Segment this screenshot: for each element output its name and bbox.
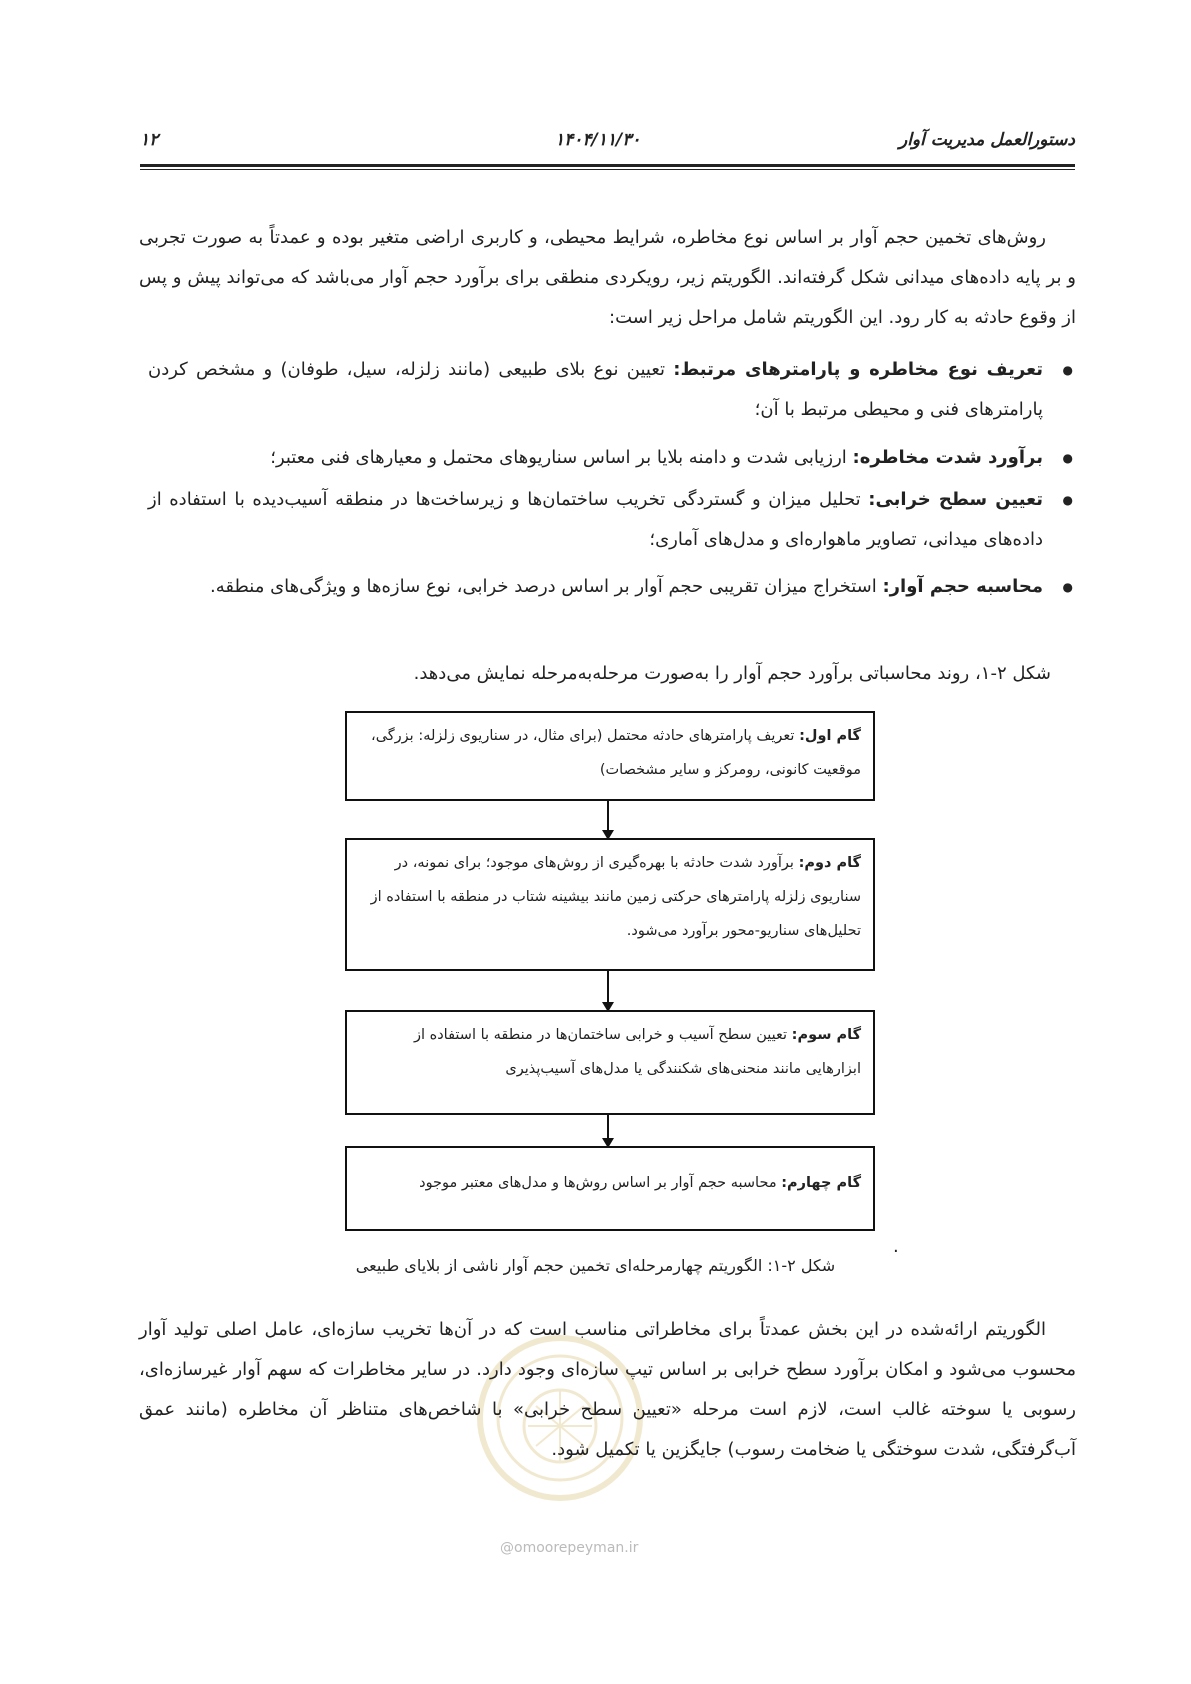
header-date: ۱۴۰۴/۱۱/۳۰	[555, 130, 641, 150]
bullet-text: تعیین نوع بلای طبیعی (مانند زلزله، سیل، طوفان) و مشخص کردن پارامترهای فنی و محیطی مرتبط با آن؛	[148, 359, 1043, 420]
step-text: تعیین سطح آسیب و خرابی ساختمان‌ها در منطقه با استفاده از ابزارهایی مانند منحنی‌های شکنندگی یا مدل‌های آسیب‌پذیری	[413, 1027, 861, 1077]
flow-arrow	[607, 971, 609, 1010]
step-label: گام دوم:	[798, 855, 861, 871]
intro-paragraph: روش‌های تخمین حجم آوار بر اساس نوع مخاطره، شرایط محیطی، و کاربری اراضی متغیر بوده و عمدتاً به صورت تجربی و بر پایه داده‌های میدانی شکل گرفته‌اند. الگوریتم زیر، رویکردی منطقی برای برآورد حجم آوار می‌باشد که می‌تواند پیش و پس از وقوع حادثه به کار رود. این الگوریتم شامل مراحل زیر است:	[139, 227, 1076, 328]
bullet-text: ارزیابی شدت و دامنه بلایا بر اساس سناریوهای محتمل و معیارهای فنی معتبر؛	[270, 447, 853, 468]
figure-reference: شکل ۲-۱، روند محاسباتی برآورد حجم آوار را به‌صورت مرحله‌به‌مرحله نمایش می‌دهد.	[413, 663, 1051, 684]
bullet-text: استخراج میزان تقریبی حجم آوار بر اساس درصد خرابی، نوع سازه‌ها و ویژگی‌های منطقه.	[210, 576, 883, 597]
flow-step-1	[345, 711, 875, 801]
bullet-heading: محاسبه حجم آوار:	[882, 576, 1043, 597]
flow-step-2	[345, 838, 875, 971]
flow-arrow	[607, 1115, 609, 1146]
bullet-item	[148, 567, 1073, 607]
flow-step-3	[345, 1010, 875, 1115]
step-label: گام چهارم:	[781, 1175, 861, 1191]
header-rule-thick	[140, 164, 1075, 167]
page-number: ۱۲	[140, 130, 159, 150]
flow-arrow	[607, 801, 609, 838]
page-header	[140, 130, 1075, 160]
bullet-item	[148, 350, 1073, 430]
step-text: برآورد شدت حادثه با بهره‌گیری از روش‌های موجود؛ برای نمونه، در سناریوی زلزله پارامترهای حرکتی زمین مانند بیشینه شتاب در منطقه با استفاده از تحلیل‌های سناریو-محور برآورد می‌شود.	[370, 855, 861, 939]
bullet-item	[148, 480, 1073, 560]
bullet-heading: تعیین سطح خرابی:	[868, 489, 1044, 510]
flow-step-4	[345, 1146, 875, 1231]
bullet-heading: برآورد شدت مخاطره:	[852, 447, 1043, 468]
closing-paragraph: الگوریتم ارائه‌شده در این بخش عمدتاً برای مخاطراتی مناسب است که در آن‌ها تخریب سازه‌ای، عامل اصلی تولید آوار محسوب می‌شود و امکان برآورد سطح خرابی بر اساس تیپ سازه‌ای وجود دارد. در سایر مخاطرات که سهم آوار غیرسازه‌ای، رسوبی یا سوخته غالب است، لازم است مرحله «تعیین سطح خرابی» با شاخص‌های متناظر آن مخاطره (مانند عمق آب‌گرفتگی، شدت سوختگی یا ضخامت رسوب) جایگزین یا تکمیل شود.	[139, 1319, 1076, 1460]
bullet-heading: تعریف نوع مخاطره و پارامترهای مرتبط:	[673, 359, 1043, 380]
step-label: گام اول:	[799, 728, 861, 744]
header-title: دستورالعمل مدیریت آوار	[898, 130, 1075, 150]
header-rule-thin	[140, 169, 1075, 170]
step-text: تعریف پارامترهای حادثه محتمل (برای مثال، در سناریوی زلزله: بزرگی، موقعیت کانونی، رومرکز و سایر مشخصات)	[371, 728, 861, 778]
watermark-text: @omoorepeyman.ir	[500, 1540, 639, 1556]
step-text: محاسبه حجم آوار بر اساس روش‌ها و مدل‌های معتبر موجود	[419, 1175, 782, 1191]
step-label: گام سوم:	[791, 1027, 861, 1043]
stray-dot: .	[893, 1236, 899, 1257]
bullet-text: تحلیل میزان و گستردگی تخریب ساختمان‌ها و زیرساخت‌ها در منطقه آسیب‌دیده با استفاده از داده‌های میدانی، تصاویر ماهواره‌ای و مدل‌های آماری؛	[148, 489, 1043, 550]
bullet-item	[148, 438, 1073, 478]
figure-caption: شکل ۲-۱: الگوریتم چهارمرحله‌ای تخمین حجم آوار ناشی از بلایای طبیعی	[355, 1256, 836, 1275]
